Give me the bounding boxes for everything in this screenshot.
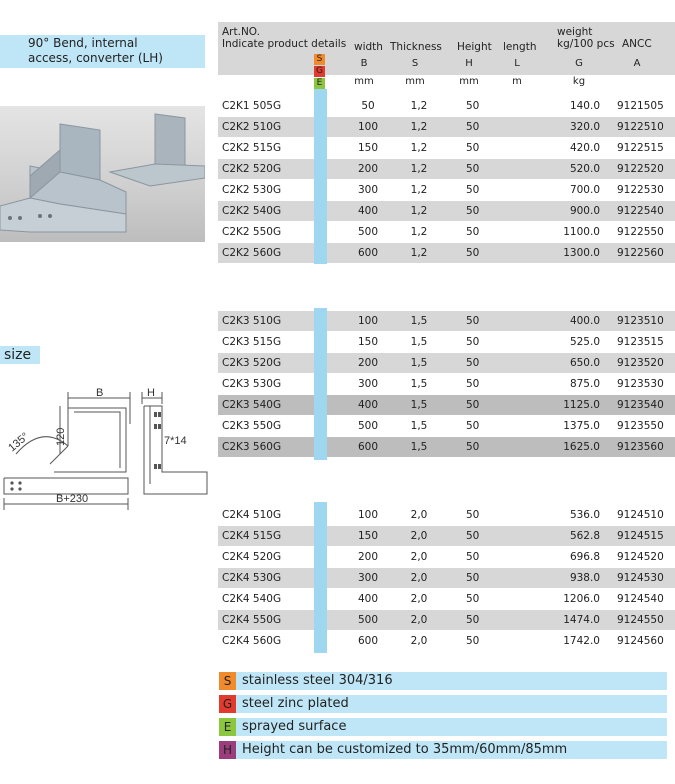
table-row	[218, 505, 675, 525]
table-row	[218, 437, 675, 457]
cell-art: C2K2 515G	[222, 142, 282, 154]
cell-s: 2,0	[410, 614, 428, 626]
finish-band-3	[314, 502, 327, 653]
cell-h: 50	[466, 378, 480, 390]
cell-s: 1,5	[410, 420, 428, 432]
cell-g: 400.0	[569, 315, 600, 327]
table-row	[218, 201, 675, 221]
cell-s: 2,0	[410, 572, 428, 584]
cell-art: C2K3 515G	[222, 336, 282, 348]
cell-h: 50	[466, 593, 480, 605]
cell-g: 525.0	[569, 336, 600, 348]
product-title-line: 90° Bend, internal access, converter (LH)	[28, 36, 163, 65]
cell-h: 50	[466, 121, 480, 133]
cell-h: 50	[466, 315, 480, 327]
finish-band-2	[314, 308, 327, 460]
table-row	[218, 374, 675, 394]
cell-g: 420.0	[569, 142, 600, 154]
cell-h: 50	[466, 205, 480, 217]
header-length: length	[503, 41, 537, 53]
cell-a: 9124540	[617, 593, 664, 605]
cell-s: 2,0	[410, 530, 428, 542]
sym-s: S	[411, 58, 419, 69]
cell-g: 696.8	[569, 551, 600, 563]
cell-art: C2K2 550G	[222, 226, 282, 238]
cell-art: C2K3 510G	[222, 315, 282, 327]
cell-g: 520.0	[569, 163, 600, 175]
unit-b: mm	[354, 76, 374, 87]
dim-120-label: 120	[55, 427, 67, 446]
cell-h: 50	[466, 142, 480, 154]
header-weight-unit: kg/100 pcs	[557, 38, 615, 50]
cell-a: 9122550	[617, 226, 664, 238]
cell-h: 50	[466, 635, 480, 647]
legend-badge: H	[219, 741, 236, 759]
table-row	[218, 311, 675, 331]
cell-g: 1625.0	[563, 441, 600, 453]
cell-b: 300	[357, 184, 379, 196]
unit-l: m	[512, 76, 522, 87]
legend-badge: S	[219, 672, 236, 690]
cell-art: C2K2 530G	[222, 184, 282, 196]
cell-s: 1,2	[410, 184, 428, 196]
cell-a: 9122510	[617, 121, 664, 133]
cell-art: C2K3 540G	[222, 399, 282, 411]
cell-art: C2K4 540G	[222, 593, 282, 605]
cell-s: 2,0	[410, 509, 428, 521]
cell-h: 50	[466, 357, 480, 369]
unit-h: mm	[459, 76, 479, 87]
cell-a: 9122540	[617, 205, 664, 217]
cell-b: 150	[357, 142, 379, 154]
cell-h: 50	[466, 551, 480, 563]
cell-b: 150	[357, 530, 379, 542]
cell-a: 9122515	[617, 142, 664, 154]
cell-g: 650.0	[569, 357, 600, 369]
cell-h: 50	[466, 247, 480, 259]
table-row	[218, 526, 675, 546]
legend-item	[219, 718, 667, 736]
cell-a: 9122560	[617, 247, 664, 259]
cell-s: 2,0	[410, 593, 428, 605]
legend-text: stainless steel 304/316	[242, 673, 393, 688]
table-row	[218, 395, 675, 415]
table-row	[218, 138, 675, 158]
table-row	[218, 353, 675, 373]
cell-b: 300	[357, 378, 379, 390]
cell-a: 9124515	[617, 530, 664, 542]
header-width: width	[354, 41, 383, 53]
cell-b: 150	[357, 336, 379, 348]
cell-h: 50	[466, 163, 480, 175]
table-row	[218, 416, 675, 436]
sym-l: L	[514, 58, 520, 69]
cell-h: 50	[466, 572, 480, 584]
cell-a: 9124510	[617, 509, 664, 521]
cell-s: 1,2	[410, 205, 428, 217]
cell-a: 9122520	[617, 163, 664, 175]
cell-h: 50	[466, 336, 480, 348]
cell-g: 1125.0	[563, 399, 600, 411]
cell-h: 50	[466, 509, 480, 521]
cell-b: 400	[357, 399, 379, 411]
cell-s: 2,0	[410, 551, 428, 563]
cell-s: 1,5	[410, 378, 428, 390]
cell-art: C2K3 520G	[222, 357, 282, 369]
cell-g: 1100.0	[563, 226, 600, 238]
dim-b-label: B	[96, 387, 104, 399]
cell-b: 600	[357, 441, 379, 453]
legend-text: Height can be customized to 35mm/60mm/85mm	[242, 742, 568, 757]
dimension-drawing	[2, 384, 212, 516]
legend-text: sprayed surface	[242, 719, 347, 734]
size-label: size	[0, 346, 40, 364]
cell-art: C2K4 560G	[222, 635, 282, 647]
cell-art: C2K2 540G	[222, 205, 282, 217]
sym-b: B	[360, 58, 368, 69]
sym-g: G	[575, 58, 583, 69]
sym-h: H	[465, 58, 473, 69]
cell-s: 1,2	[410, 247, 428, 259]
cell-art: C2K2 520G	[222, 163, 282, 175]
cell-a: 9122530	[617, 184, 664, 196]
cell-a: 9123520	[617, 357, 664, 369]
cell-s: 1,2	[410, 226, 428, 238]
table-row	[218, 180, 675, 200]
legend-text: steel zinc plated	[242, 696, 349, 711]
table-row	[218, 96, 675, 116]
cell-art: C2K4 530G	[222, 572, 282, 584]
table-row	[218, 117, 675, 137]
cell-b: 100	[357, 315, 379, 327]
table-row	[218, 610, 675, 630]
unit-g: kg	[572, 76, 586, 87]
table-row	[218, 631, 675, 651]
dim-angle-label: 135°	[6, 430, 32, 455]
cell-h: 50	[466, 100, 480, 112]
cell-a: 9124520	[617, 551, 664, 563]
cell-g: 320.0	[569, 121, 600, 133]
badge-s: S	[314, 54, 325, 65]
cell-art: C2K4 515G	[222, 530, 282, 542]
cell-h: 50	[466, 614, 480, 626]
table-row	[218, 547, 675, 567]
table-row	[218, 568, 675, 588]
cell-g: 1300.0	[563, 247, 600, 259]
cell-g: 700.0	[569, 184, 600, 196]
table-row	[218, 589, 675, 609]
legend-badge: G	[219, 695, 236, 713]
legend-item	[219, 695, 667, 713]
cell-b: 50	[361, 100, 375, 112]
cell-h: 50	[466, 226, 480, 238]
cell-a: 9124560	[617, 635, 664, 647]
cell-b: 300	[357, 572, 379, 584]
header-indicate: Indicate product details	[222, 38, 347, 50]
cell-s: 2,0	[410, 635, 428, 647]
header-height: Height	[457, 41, 492, 53]
cell-g: 1742.0	[563, 635, 600, 647]
cell-a: 9123530	[617, 378, 664, 390]
cell-a: 9123550	[617, 420, 664, 432]
cell-g: 938.0	[569, 572, 600, 584]
cell-h: 50	[466, 530, 480, 542]
cell-b: 500	[357, 420, 379, 432]
unit-s: mm	[405, 76, 425, 87]
cell-s: 1,2	[410, 121, 428, 133]
cell-g: 875.0	[569, 378, 600, 390]
cell-s: 1,5	[410, 357, 428, 369]
cell-a: 9121505	[617, 100, 664, 112]
badge-g: G	[314, 66, 325, 77]
cell-art: C2K2 560G	[222, 247, 282, 259]
legend-badge: E	[219, 718, 236, 736]
cell-g: 140.0	[569, 100, 600, 112]
table-row	[218, 159, 675, 179]
cell-a: 9123560	[617, 441, 664, 453]
cell-s: 1,2	[410, 163, 428, 175]
cell-g: 562.8	[569, 530, 600, 542]
table-row	[218, 332, 675, 352]
cell-art: C2K4 520G	[222, 551, 282, 563]
cell-a: 9123510	[617, 315, 664, 327]
cell-art: C2K3 550G	[222, 420, 282, 432]
cell-g: 536.0	[569, 509, 600, 521]
product-title	[0, 35, 205, 68]
legend-item	[219, 672, 667, 690]
cell-b: 400	[357, 593, 379, 605]
dim-length-label: B+230	[56, 493, 89, 505]
cell-b: 500	[357, 614, 379, 626]
cell-art: C2K4 510G	[222, 509, 282, 521]
dim-h-label: H	[147, 387, 155, 399]
cell-g: 1206.0	[563, 593, 600, 605]
cell-g: 1375.0	[563, 420, 600, 432]
cell-b: 200	[357, 551, 379, 563]
cell-art: C2K2 510G	[222, 121, 282, 133]
cell-b: 200	[357, 357, 379, 369]
cell-a: 9123515	[617, 336, 664, 348]
cell-a: 9124550	[617, 614, 664, 626]
cell-s: 1,2	[410, 142, 428, 154]
cell-g: 1474.0	[563, 614, 600, 626]
cell-s: 1,5	[410, 315, 428, 327]
cell-b: 600	[357, 635, 379, 647]
header-weight: weight	[557, 26, 593, 38]
legend-item	[219, 741, 667, 759]
table-row	[218, 243, 675, 263]
cell-b: 100	[357, 121, 379, 133]
cell-h: 50	[466, 441, 480, 453]
cell-h: 50	[466, 399, 480, 411]
cell-s: 1,5	[410, 336, 428, 348]
finish-band-1	[314, 89, 327, 264]
dim-slot-label: 7*14	[164, 435, 187, 447]
sym-a: A	[633, 58, 641, 69]
cell-art: C2K4 550G	[222, 614, 282, 626]
cell-b: 100	[357, 509, 379, 521]
header-ancc: ANCC	[622, 38, 652, 50]
header-art-no: Art.NO.	[222, 26, 260, 38]
cell-b: 200	[357, 163, 379, 175]
cell-s: 1,2	[410, 100, 428, 112]
cell-s: 1,5	[410, 399, 428, 411]
cell-h: 50	[466, 184, 480, 196]
cell-b: 600	[357, 247, 379, 259]
product-photo	[0, 106, 205, 242]
cell-art: C2K3 560G	[222, 441, 282, 453]
cell-b: 400	[357, 205, 379, 217]
table-row	[218, 222, 675, 242]
cell-a: 9123540	[617, 399, 664, 411]
cell-b: 500	[357, 226, 379, 238]
cell-g: 900.0	[569, 205, 600, 217]
cell-h: 50	[466, 420, 480, 432]
cell-art: C2K3 530G	[222, 378, 282, 390]
header-thickness: Thickness	[390, 41, 442, 53]
cell-a: 9124530	[617, 572, 664, 584]
cell-art: C2K1 505G	[222, 100, 282, 112]
cell-s: 1,5	[410, 441, 428, 453]
cable-tray-bend-illustration	[0, 106, 205, 242]
badge-e: E	[314, 78, 325, 89]
